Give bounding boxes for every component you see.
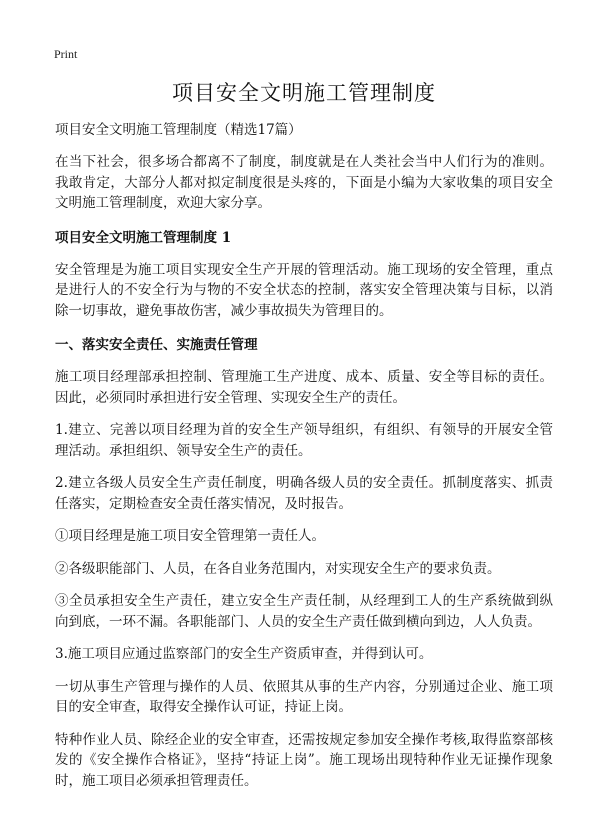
subsection-heading: 一、落实安全责任、实施责任管理 bbox=[55, 337, 258, 353]
paragraph: 一切从事生产管理与操作的人员、依照其从事的生产内容，分别通过企业、施工项目的安全审查，取得安全操作认可证，持证上岗。 bbox=[55, 678, 553, 715]
paragraph: ②各级职能部门、人员，在各自业务范围内，对实现安全生产的要求负责。 bbox=[55, 560, 501, 577]
section-paragraph: 安全管理是为施工项目实现安全生产开展的管理活动。施工现场的安全管理，重点是进行人的不安全行为与物的不安全状态的控制，落实安全管理决策与目标，以消除一切事故，避免事故伤害，减少事故损失为管理目的。 bbox=[55, 261, 553, 319]
document-title: 项目安全文明施工管理制度 bbox=[172, 81, 436, 105]
paragraph: ③全员承担安全生产责任，建立安全生产责任制，从经理到工人的生产系统做到纵向到底，一环不漏。各职能部门、人员的安全生产责任做到横向到边，人人负责。 bbox=[55, 593, 553, 630]
section-heading: 项目安全文明施工管理制度 1 bbox=[55, 229, 232, 246]
paragraph: 3.施工项目应通过监察部门的安全生产资质审查，并得到认可。 bbox=[55, 646, 433, 662]
paragraph: 特种作业人员、除经企业的安全审查，还需按规定参加安全操作考核,取得监察部核发的《安全操作合格证》，坚持“持证上岗”。施工现场出现特种作业无证操作现象时，施工项目必须承担管理责任。 bbox=[55, 731, 553, 789]
paragraph: ①项目经理是施工项目安全管理第一责任人。 bbox=[55, 528, 325, 544]
print-link[interactable]: Print bbox=[54, 47, 78, 61]
intro-paragraph: 在当下社会，很多场合都离不了制度，制度就是在人类社会当中人们行为的准则。我敢肯定，大部分人都对拟定制度很是头疼的，下面是小编为大家收集的项目安全文明施工管理制度，欢迎大家分享。 bbox=[55, 154, 553, 211]
paragraph: 施工项目经理部承担控制、管理施工生产进度、成本、质量、安全等目标的责任。因此，必须同时承担进行安全管理、实现安全生产的责任。 bbox=[55, 369, 553, 406]
paragraph: 1.建立、完善以项目经理为首的安全生产领导组织，有组织、有领导的开展安全管理活动。承担组织、领导安全生产的责任。 bbox=[55, 422, 553, 459]
document-subtitle: 项目安全文明施工管理制度（精选17篇） bbox=[55, 122, 302, 138]
document-body bbox=[55, 78, 553, 791]
paragraph: 2.建立各级人员安全生产责任制度，明确各级人员的安全责任。抓制度落实、抓责任落实，定期检查安全责任落实情况，及时报告。 bbox=[55, 475, 553, 512]
